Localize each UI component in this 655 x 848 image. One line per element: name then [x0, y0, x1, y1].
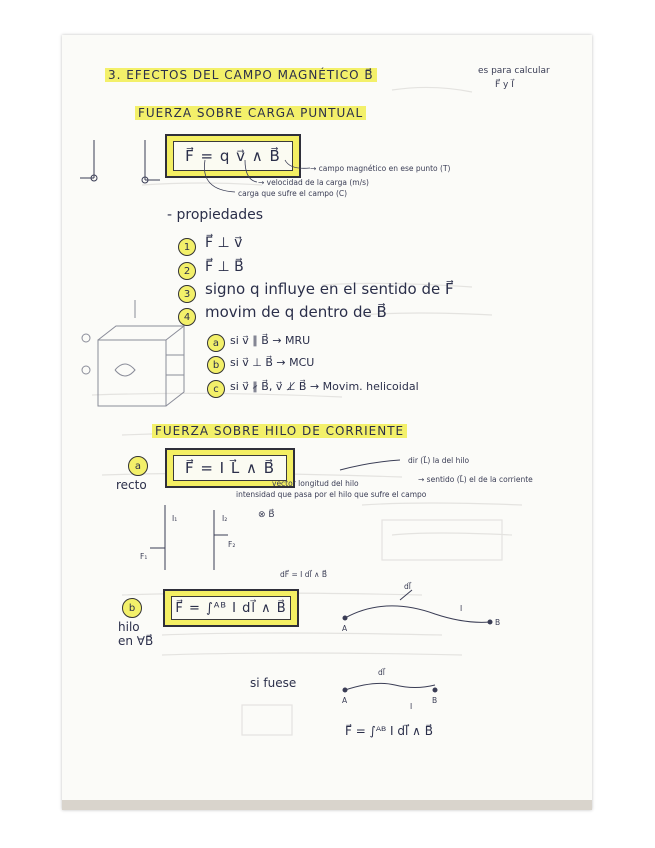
curve-current-label: I — [460, 604, 463, 613]
lorentz-formula-box — [165, 134, 301, 178]
sub-number-a: a — [207, 334, 225, 352]
wire-formula: F⃗ = I L⃗ ∧ B⃗ — [173, 455, 287, 481]
df-formula: dF⃗ = I dl⃗ ∧ B⃗ — [280, 570, 327, 579]
annotation-direction: dir (L⃗) la del hilo — [408, 456, 470, 465]
prop-number-4: 4 — [178, 308, 196, 326]
curve-point-b: B — [495, 618, 501, 627]
label-b-into-page: ⊗ B⃗ — [258, 510, 275, 520]
integral-formula-box — [163, 589, 299, 627]
prop-2: F⃗ ⊥ B⃗ — [205, 259, 244, 275]
sub-a: si v⃗ ∥ B⃗ → MRU — [230, 334, 311, 347]
annotation-intensity: intensidad que pasa por el hilo que sufre el campo — [236, 490, 427, 499]
prop-number-1: 1 — [178, 238, 196, 256]
annotation-charge: carga que sufre el campo (C) — [238, 189, 348, 198]
title-note-line2: F⃗ y I⃗ — [495, 80, 514, 90]
item-b-side-label: hilo en ∀B⃗ — [118, 620, 154, 648]
label-f1: F₁ — [140, 552, 148, 561]
prop-4: movim de q dentro de B⃗ — [205, 303, 387, 321]
sub-number-c: c — [207, 380, 225, 398]
straight-point-b: B — [432, 696, 438, 705]
title-note-line1: es para calcular — [478, 66, 550, 76]
item-a-side-label: recto — [116, 478, 147, 492]
label-i1: I₁ — [172, 514, 178, 523]
prop-3: signo q influye en el sentido de F⃗ — [205, 280, 454, 298]
label-i2: I₂ — [222, 514, 228, 523]
straight-current-label: I — [410, 702, 413, 711]
prop-number-3: 3 — [178, 285, 196, 303]
page-title: 3. EFECTOS DEL CAMPO MAGNÉTICO B⃗ — [105, 68, 377, 82]
annotation-sentido: → sentido (L⃗) el de la corriente — [418, 475, 533, 484]
sub-number-b: b — [207, 356, 225, 374]
annotation-length-vector: vector longitud del hilo — [272, 479, 359, 488]
item-a-badge: a — [128, 456, 148, 476]
straight-dl-label: dl⃗ — [378, 668, 385, 677]
integral-formula: F⃗ = ∫ᴬᴮ I dl⃗ ∧ B⃗ — [171, 596, 291, 620]
si-fuese-label: si fuese — [250, 676, 297, 690]
label-f2: F₂ — [228, 540, 236, 549]
page-bottom-edge — [62, 800, 592, 810]
show-through-marks — [62, 35, 592, 810]
prop-1: F⃗ ⊥ v⃗ — [205, 235, 243, 251]
straight-wire-formula: F⃗ = ∫ᴬᴮ I dl⃗ ∧ B⃗ — [345, 724, 433, 738]
straight-point-a: A — [342, 696, 348, 705]
sub-c: si v⃗ ∦ B⃗, v⃗ ⊥̸ B⃗ → Movim. helicoidal — [230, 380, 419, 393]
notebook-page — [62, 35, 592, 810]
properties-label: - propiedades — [167, 207, 264, 223]
curve-point-a: A — [342, 624, 348, 633]
annotation-velocity: → velocidad de la carga (m/s) — [258, 178, 369, 187]
sub-b: si v⃗ ⊥ B⃗ → MCU — [230, 356, 315, 369]
prop-number-2: 2 — [178, 262, 196, 280]
item-b-badge: b — [122, 598, 142, 618]
annotation-b-field: → campo magnético en ese punto (T) — [310, 164, 451, 173]
section2-heading: FUERZA SOBRE HILO DE CORRIENTE — [152, 424, 407, 438]
curve-dl-label: dl⃗ — [404, 582, 411, 591]
lorentz-formula: F⃗ = q v⃗ ∧ B⃗ — [173, 141, 293, 171]
section1-heading: FUERZA SOBRE CARGA PUNTUAL — [135, 106, 366, 120]
